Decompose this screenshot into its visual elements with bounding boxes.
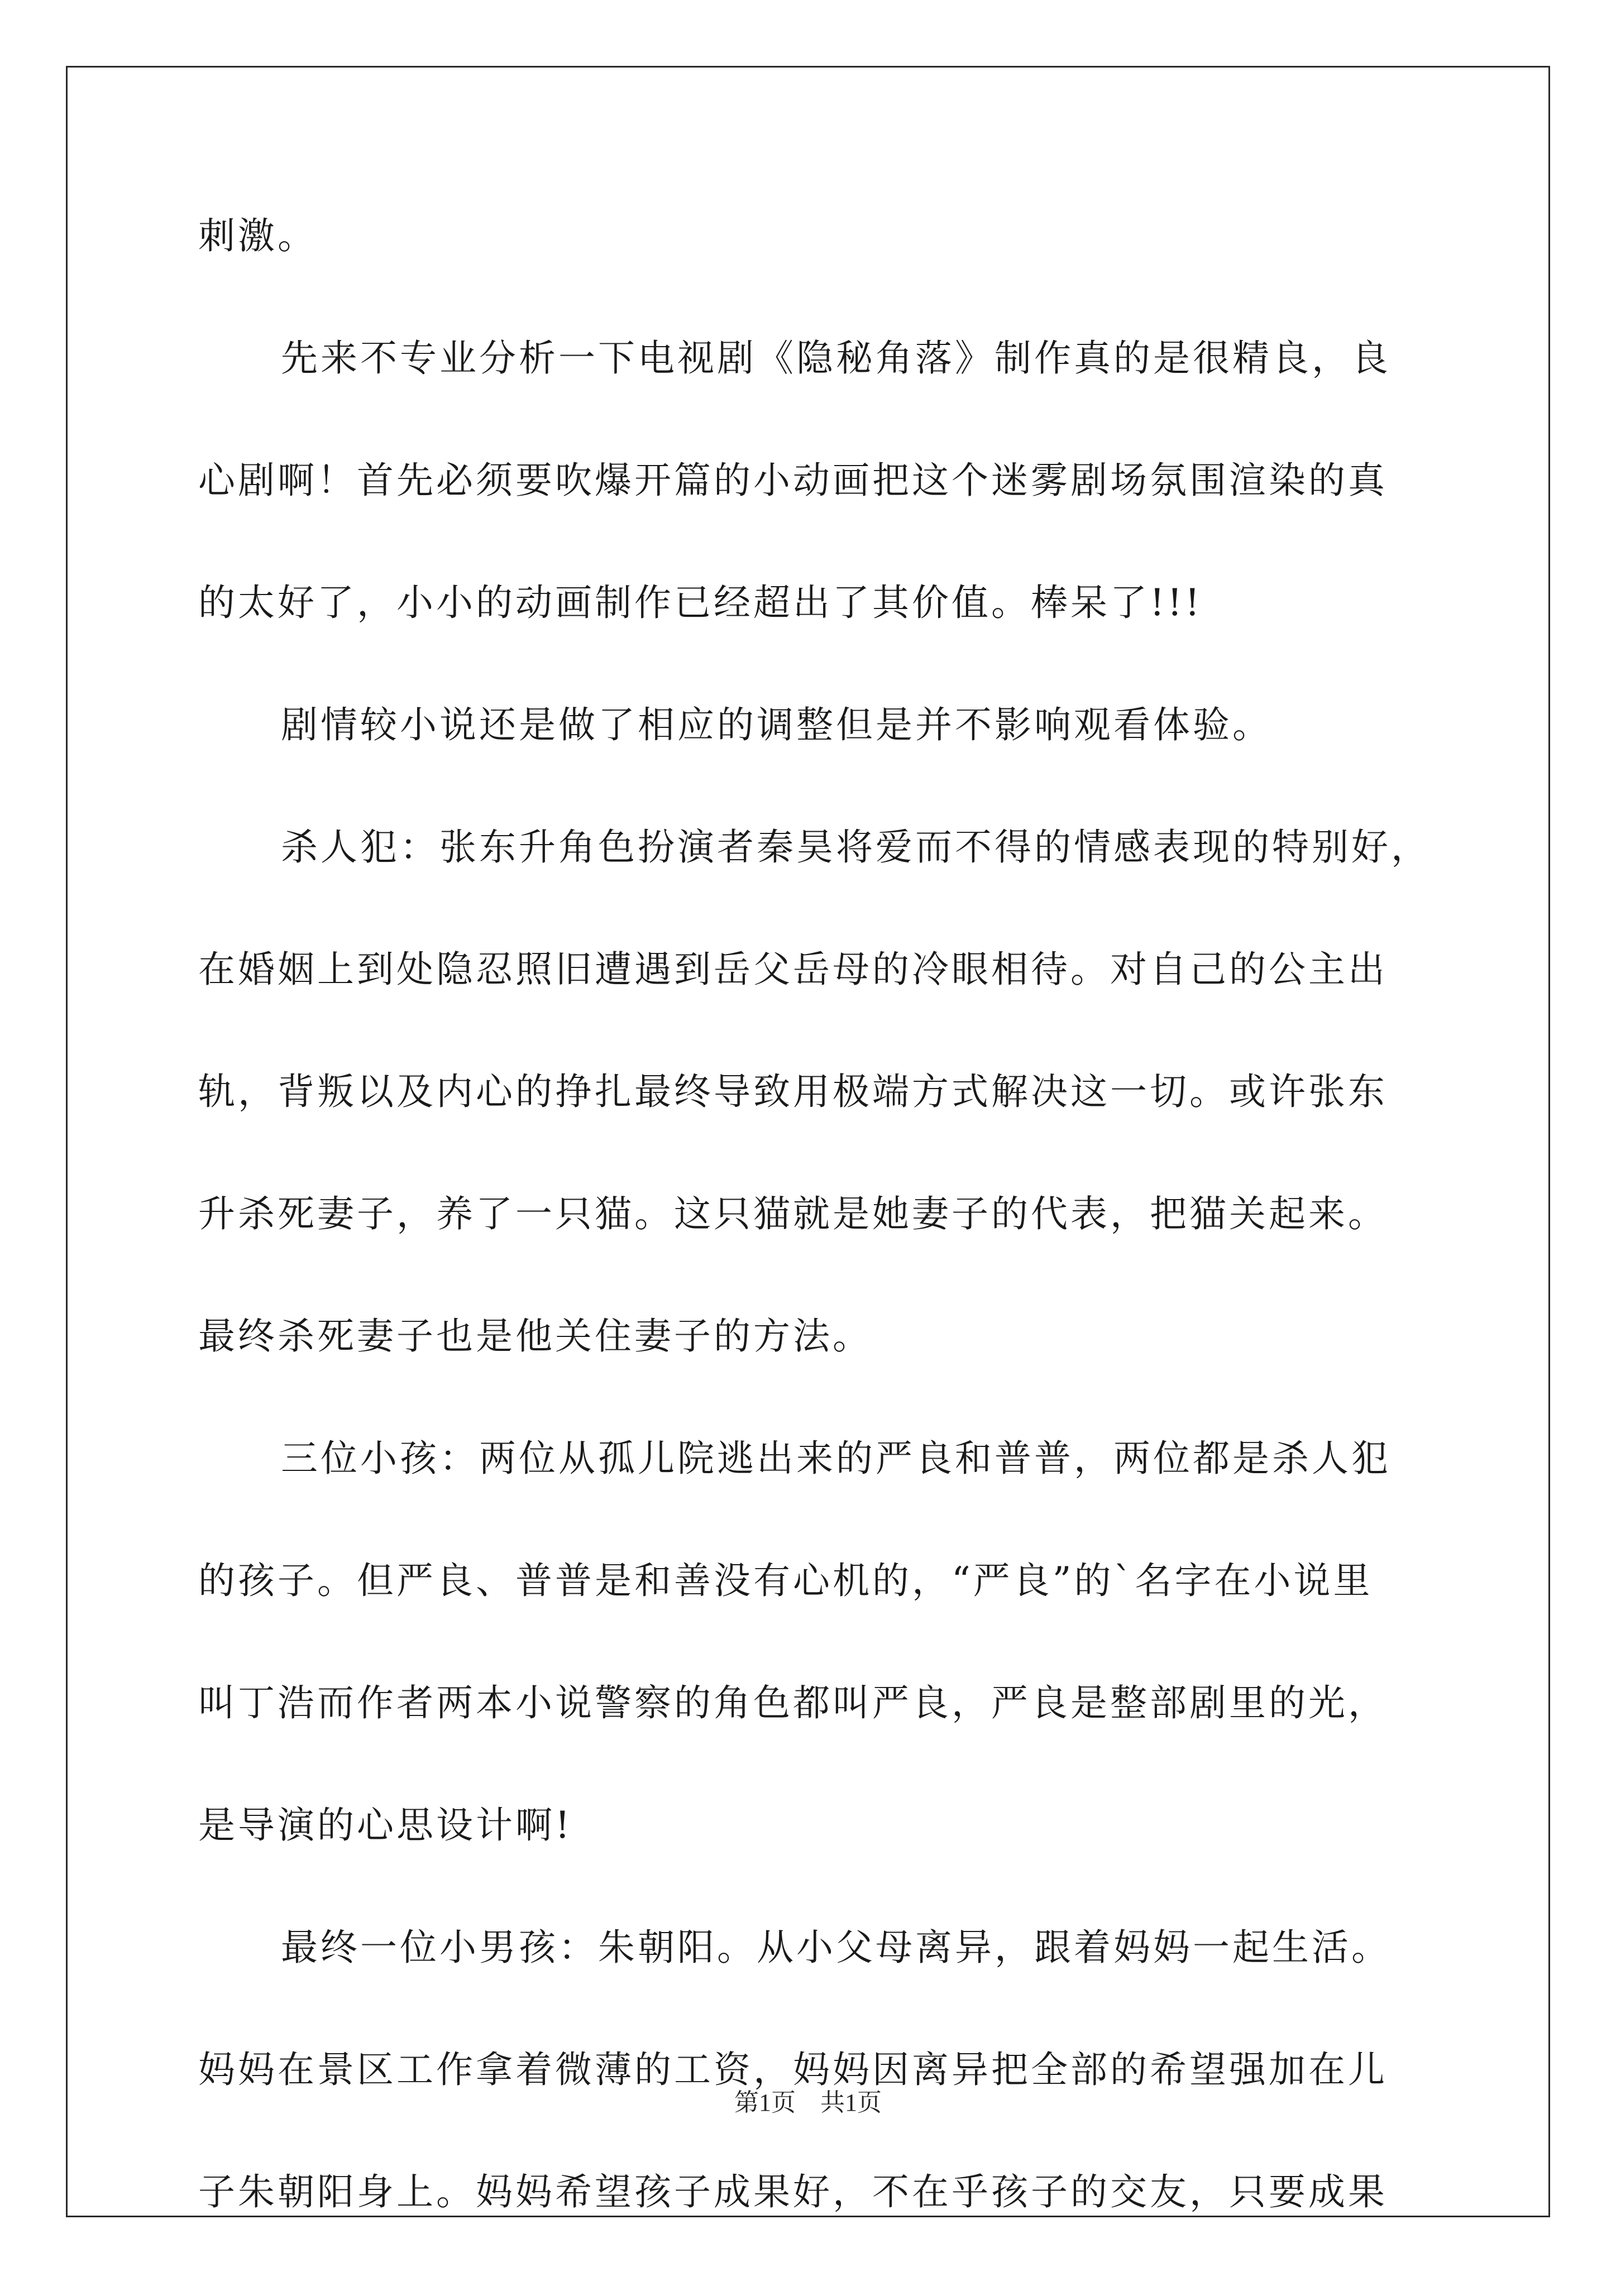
text-line: 剧情较小说还是做了相应的调整但是并不影响观看体验。: [281, 703, 1272, 746]
text-line: 三位小孩：两位从孤儿院逃出来的严良和普普，两位都是杀人犯: [281, 1437, 1391, 1480]
page-footer: [0, 2091, 1616, 2115]
text-line: 的孩子。但严良、普普是和善没有心机的，“严良”的`名字在小说里: [198, 1559, 1373, 1602]
text-line: 轨，背叛以及内心的挣扎最终导致用极端方式解决这一切。或许张东: [198, 1070, 1388, 1113]
page-number: 第1页 共1页: [734, 2089, 882, 2116]
text-line: 心剧啊！首先必须要吹爆开篇的小动画把这个迷雾剧场氛围渲染的真: [198, 459, 1388, 502]
text-line: 杀人犯：张东升角色扮演者秦昊将爱而不得的情感表现的特别好，: [281, 826, 1431, 869]
text-line: 的太好了，小小的动画制作已经超出了其价值。棒呆了!!!: [198, 581, 1203, 624]
text-line: 是导演的心思设计啊!: [198, 1804, 573, 1847]
text-line: 叫丁浩而作者两本小说警察的角色都叫严良，严良是整部剧里的光，: [198, 1681, 1388, 1724]
text-line: 在婚姻上到处隐忍照旧遭遇到岳父岳母的冷眼相待。对自己的公主出: [198, 948, 1388, 991]
text-line: 妈妈在景区工作拿着微薄的工资，妈妈因离异把全部的希望强加在儿: [198, 2048, 1388, 2091]
text-line: 子朱朝阳身上。妈妈希望孩子成果好，不在乎孩子的交友，只要成果: [198, 2170, 1388, 2213]
text-line: 最终一位小男孩：朱朝阳。从小父母离异，跟着妈妈一起生活。: [281, 1926, 1391, 1969]
text-line: 刺激。: [198, 214, 317, 257]
text-line: 最终杀死妻子也是他关住妻子的方法。: [198, 1315, 872, 1358]
text-line: 升杀死妻子，养了一只猫。这只猫就是她妻子的代表，把猫关起来。: [198, 1192, 1388, 1235]
text-line: 先来不专业分析一下电视剧《隐秘角落》制作真的是很精良，良: [281, 337, 1391, 380]
document-body: [198, 214, 1431, 2296]
